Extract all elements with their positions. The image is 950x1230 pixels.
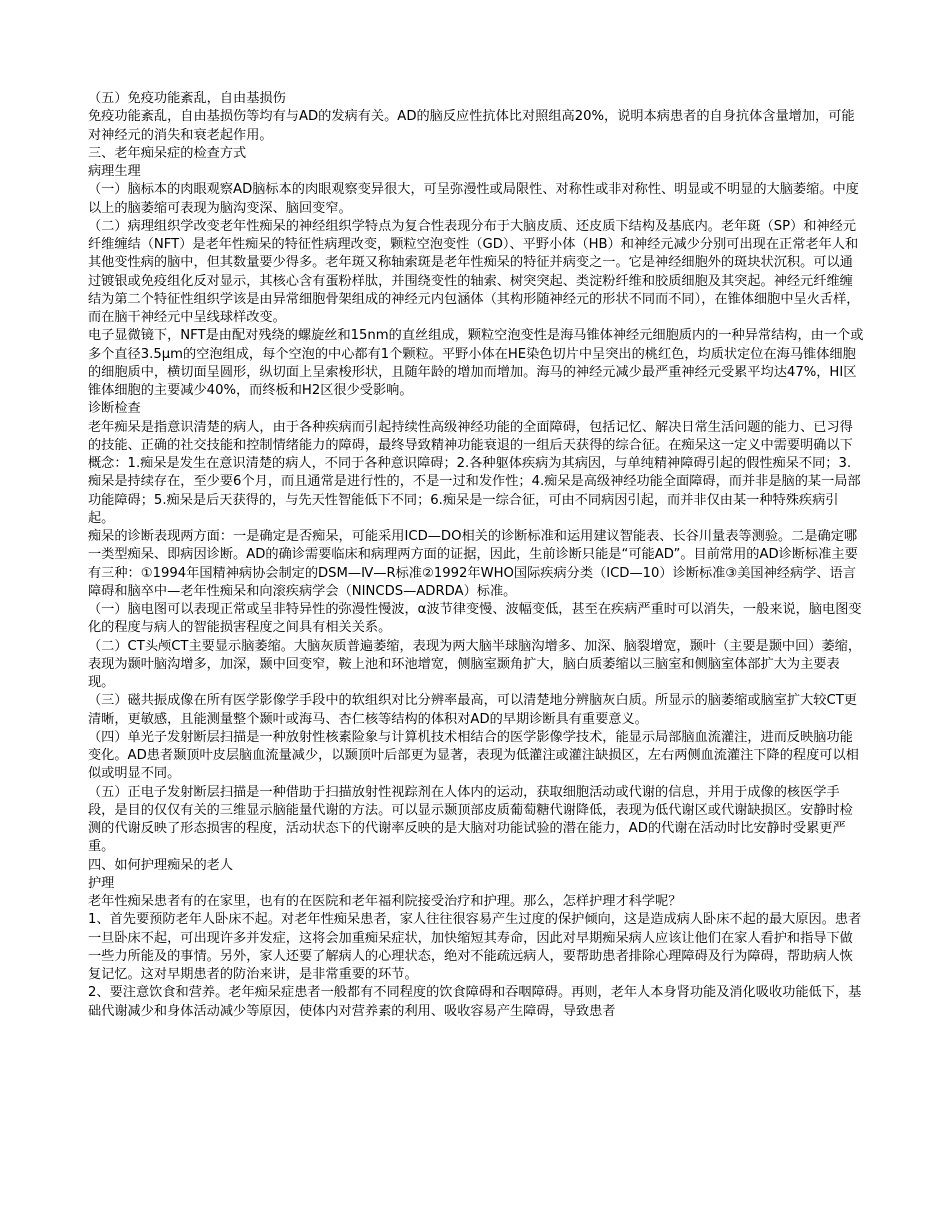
section-heading: 四、如何护理痴呆的老人 <box>88 857 234 873</box>
paragraph: 电子显微镜下，NFT是由配对残绕的螺旋丝和15nm的直丝组成，颗粒空泡变性是海马锥体神经元细胞质内的一种异常结构，由一个或多个直径3.5μm的空泡组成，每个空泡的中心都有1个颗粒。平野小体在HE染色切片中呈突出的桃红色，均质状定位在海马锥体细胞的细胞质中，横切面呈圆形，纵切面上呈索梭形状，且随年龄的增加而增加。海马的神经元减少最严重神经元受累平均达47%，HI区锥体细胞的主要减少40%，而终板和H2区很少受影响。 <box>88 328 864 398</box>
paragraph: （一）脑标本的肉眼观察AD脑标本的肉眼观察变异很大，可呈弥漫性或局限性、对称性或非对称性、明显或不明显的大脑萎缩。中度以上的脑萎缩可表现为脑沟变深、脑回变窄。 <box>88 182 859 216</box>
subsection-heading: 诊断检查 <box>88 401 141 417</box>
paragraph: （五）正电子发射断层扫描是一种借助于扫描放射性视踪剂在人体内的运动，获取细胞活动或代谢的信息，并用于成像的核医学手段，是目的仅仅有关的三维显示脑能量代谢的方法。可以显示颞顶部皮质葡萄糖代谢降低，表现为低代谢区或代谢缺损区。安静时检测的代谢反映了形态损害的程度，活动状态下的代谢率反映的是大脑对功能试验的潜在能力，AD的代谢在活动时比安静时受累更严重。 <box>88 784 853 855</box>
paragraph: 痴呆的诊断表现两方面：一是确定是否痴呆，可能采用ICD—DO相关的诊断标准和运用建议智能表、长谷川量表等测验。二是确定哪一类型痴呆、即病因诊断。AD的确诊需要临床和病理两方面的证据，因此，生前诊断只能是“可能AD”。目前常用的AD诊断标准主要有三种：①1994年国精神病协会制定的DSM—Ⅳ—R标准②1992年WHO国际疾病分类（ICD—10）诊断标准③美国神经病学、语言障碍和脑卒中—老年性痴呆和向滚疾病学会（NINCDS—ADRDA）标准。 <box>88 529 858 599</box>
paragraph: （二）病理组织学改变老年性痴呆的神经组织学特点为复合性表现分布于大脑皮质、还皮质下结构及基底内。老年斑（SP）和神经元纤维缠结（NFT）是老年性痴呆的特征性病理改变，颗粒空泡变性（GD）、平野小体（HB）和神经元减少分别可出现在正常老年人和其他变性病的脑中，但其数量要少得多。老年斑又称轴索斑是老年性痴呆的特征并病变之一。它是神经细胞外的斑块状沉积。可以通过镀银或免疫组化反对显示，其核心含有蛋粉样肽，并围绕变性的轴索、树突突起、类淀粉纤维和胶质细胞及其突起。神经元纤维缠结为第二个特征性组织学该是由异常细胞骨架组成的神经元内包涵体（其构形随神经元的形状不同而不同），在锥体细胞中呈火舌样，而在脑干神经元中呈线球样改变。 <box>88 218 860 325</box>
subsection-heading: 护理 <box>88 875 115 891</box>
paragraph: 老年痴呆是指意识清楚的病人，由于各种疾病而引起持续性高级神经功能的全面障碍，包括记忆、解决日常生活问题的能力、已习得的技能、正确的社交技能和控制情绪能力的障碍，最终导致精神功能衰退的一组后天获得的综合征。在痴呆这一定义中需要明确以下概念：1.痴呆是发生在意识清楚的病人，不同于各种意识障碍；2.各种躯体疾病为其病因，与单纯精神障碍引起的假性痴呆不同；3.痴呆是持续存在，至少要6个月，而且通常是进行性的，不是一过和发作性；4.痴呆是高级神经功能全面障碍，而并非是脑的某一局部功能障碍；5.痴呆是后天获得的，与先天性智能低下不同；6.痴呆是一综合征，可由不同病因引起，而并非仅由某一种特殊疾病引起。 <box>88 419 861 526</box>
paragraph: （四）单光子发射断层扫描是一种放射性核素险象与计算机技术相结合的医学影像学技术，能显示局部脑血流灌注，进而反映脑功能变化。AD患者颞顶叶皮层脑血流量减少，以颞顶叶后部更为显著，表现为低灌注或灌注缺损区，左右两侧血流灌注下降的程度可以相似或明显不同。 <box>88 729 859 782</box>
paragraph: （三）磁共振成像在所有医学影像学手段中的软组织对比分辨率最高，可以清楚地分辨脑灰白质。所显示的脑萎缩或脑室扩大较CT更清晰，更敏感，且能测量整个颞叶或海马、杏仁核等结构的体积对AD的早期诊断具有重要意义。 <box>88 693 857 727</box>
document-body <box>88 90 864 1021</box>
section-heading: 三、老年痴呆症的检查方式 <box>88 145 247 161</box>
paragraph: （二）CT头颅CT主要显示脑萎缩。大脑灰质普遍萎缩，表现为两大脑半球脑沟增多、加深、脑裂增宽，颞叶（主要是颞中回）萎缩，表现为颞叶脑沟增多，加深，颞中回变窄，鞍上池和环池增宽，侧脑室颞角扩大，脑白质萎缩以三脑室和侧脑室体部扩大为主要表现。 <box>88 638 862 690</box>
paragraph: 免疫功能紊乱，自由基损伤等均有与AD的发病有关。AD的脑反应性抗体比对照组高20%，说明本病患者的自身抗体含量增加，可能对神经元的消失和衰老起作用。 <box>88 109 855 143</box>
paragraph: 老年性痴呆患者有的在家里，也有的在医院和老年福利院接受治疗和护理。那么，怎样护理才科学呢？ <box>88 894 682 909</box>
subsection-heading: 病理生理 <box>88 164 141 179</box>
section-heading: （五）免疫功能紊乱，自由基损伤 <box>88 91 286 106</box>
paragraph: 1、首先要预防老年人卧床不起。对老年性痴呆患者，家人往往很容易产生过度的保护倾向，这是造成病人卧床不起的最大原因。患者一旦卧床不起，可出现许多并发症，这将会加重痴呆症状，加快缩短其寿命，因此对早期痴呆病人应该让他们在家人看护和指导下做一些力所能及的事情。另外，家人还要了解病人的心理状态，绝对不能疏远病人，要帮助患者排除心理障碍及行为障碍，帮助病人恢复记忆。这对早期患者的防治来讲，是非常重要的环节。 <box>88 912 862 982</box>
paragraph: （一）脑电图可以表现正常或呈非特异性的弥漫性慢波，α波节律变慢、波幅变低，甚至在疾病严重时可以消失，一般来说，脑电图变化的程度与病人的智能损害程度之间具有相关关系。 <box>88 602 862 636</box>
paragraph: 2、要注意饮食和营养。老年痴呆症患者一般都有不同程度的饮食障碍和吞咽障碍。再则，老年人本身肾功能及消化吸收功能低下，基础代谢减少和身体活动减少等原因，使体内对营养素的利用、吸收容易产生障碍，导致患者 <box>88 985 862 1019</box>
